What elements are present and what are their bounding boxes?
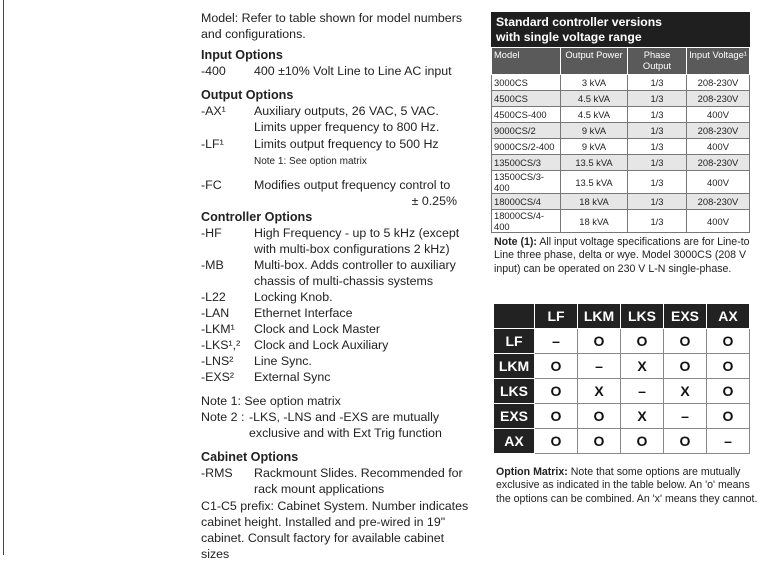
col-header-power: Output Power [561, 48, 628, 75]
matrix-cell: X [621, 354, 664, 379]
matrix-cell: O [707, 404, 750, 429]
cell-phase: 1/3 [628, 210, 687, 233]
cell-voltage: 208-230V [687, 194, 750, 210]
matrix-row [494, 354, 750, 379]
cell-power: 4.5 kVA [561, 107, 628, 123]
option-code: -HF [201, 226, 222, 240]
cell-power: 18 kVA [561, 194, 628, 210]
option-code: -400 [201, 64, 226, 78]
cell-voltage: 400V [687, 210, 750, 233]
cell-voltage: 400V [687, 139, 750, 155]
cell-model: 18000CS/4 [492, 194, 561, 210]
table-row [492, 139, 750, 155]
note-2-text: -LKS, -LNS and -EXS are mutually exclusive and with Ext Trig function [249, 410, 442, 440]
matrix-cell: X [578, 379, 621, 404]
option-code: -LNS² [201, 354, 234, 368]
cell-power: 3 kVA [561, 75, 628, 91]
matrix-caption [496, 466, 758, 506]
option-code: -MB [201, 258, 224, 272]
option-desc: External Sync [254, 370, 331, 384]
option-400 [201, 63, 471, 79]
table-row [492, 194, 750, 210]
option-desc: High Frequency - up to 5 kHz (except with multi-box configurations 2 kHz) [254, 226, 460, 256]
matrix-cell: X [621, 404, 664, 429]
option-desc: Auxiliary outputs, 26 VAC, 5 VAC. Limits upper frequency to 800 Hz. [254, 104, 440, 134]
table-row [492, 210, 750, 233]
matrix-corner [494, 304, 535, 329]
table-row [492, 91, 750, 107]
option-code: -L22 [201, 290, 226, 304]
option-desc: Locking Knob. [254, 290, 333, 304]
cell-voltage: 400V [687, 107, 750, 123]
page-margin-rule [3, 0, 4, 555]
cell-phase: 1/3 [628, 139, 687, 155]
option-code: -AX¹ [201, 104, 226, 118]
option-desc: Multi-box. Adds controller to auxiliary chassis of multi-chassis systems [254, 258, 456, 288]
matrix-header-row [494, 304, 750, 329]
option-desc: Limits output frequency to 500 Hz [254, 137, 439, 151]
option-subnote: Note 1: See option matrix [254, 156, 367, 167]
matrix-cell: O [621, 429, 664, 454]
option-ax [201, 103, 471, 135]
cell-phase: 1/3 [628, 155, 687, 171]
option-l22 [201, 289, 471, 305]
matrix-row [494, 379, 750, 404]
option-exs [201, 369, 471, 385]
cabinet-options-heading: Cabinet Options [201, 450, 299, 464]
cell-model: 13500CS/3 [492, 155, 561, 171]
matrix-row-header: EXS [494, 404, 535, 429]
cell-power: 13.5 kVA [561, 171, 628, 194]
footnote-label: Note (1): [494, 236, 537, 248]
input-options-heading: Input Options [201, 48, 283, 62]
cell-power: 9 kVA [561, 123, 628, 139]
matrix-cell: – [707, 429, 750, 454]
table-row [492, 171, 750, 194]
option-hf [201, 225, 471, 257]
cell-power: 4.5 kVA [561, 91, 628, 107]
option-desc: Rackmount Slides. Recommended for rack mount applications [254, 466, 463, 496]
cell-phase: 1/3 [628, 75, 687, 91]
matrix-col-header: LKS [621, 304, 664, 329]
matrix-cell: O [707, 379, 750, 404]
matrix-row [494, 329, 750, 354]
option-lkm [201, 321, 471, 337]
table-footnote [494, 236, 756, 276]
option-code: -LKM¹ [201, 322, 235, 336]
option-lf [201, 136, 471, 170]
option-code: -LF¹ [201, 137, 224, 151]
matrix-col-header: LF [535, 304, 578, 329]
matrix-col-header: LKM [578, 304, 621, 329]
matrix-cell: O [578, 429, 621, 454]
matrix-cell: O [664, 429, 707, 454]
matrix-cell: O [535, 379, 578, 404]
matrix-row [494, 404, 750, 429]
matrix-cell: O [578, 329, 621, 354]
versions-table [491, 47, 750, 233]
option-code: -EXS² [201, 370, 235, 384]
cell-phase: 1/3 [628, 91, 687, 107]
cell-model: 4500CS-400 [492, 107, 561, 123]
matrix-cell: O [621, 329, 664, 354]
matrix-row-header: LKS [494, 379, 535, 404]
option-desc-cont: ± 0.25% [411, 194, 457, 208]
matrix-row-header: AX [494, 429, 535, 454]
option-lks [201, 337, 471, 353]
matrix-cell: O [578, 404, 621, 429]
matrix-cell: – [578, 354, 621, 379]
option-lan [201, 305, 471, 321]
matrix-cell: O [664, 354, 707, 379]
option-mb [201, 257, 471, 289]
matrix-caption-label: Option Matrix: [496, 466, 568, 478]
matrix-cell: – [621, 379, 664, 404]
cell-model: 18000CS/4-400 [492, 210, 561, 233]
table-row [492, 107, 750, 123]
matrix-cell: O [707, 354, 750, 379]
cell-power: 13.5 kVA [561, 155, 628, 171]
table-title [491, 12, 750, 47]
cell-voltage: 208-230V [687, 155, 750, 171]
matrix-cell: O [707, 329, 750, 354]
col-header-voltage: Input Voltage¹ [687, 48, 750, 75]
controller-versions-table [491, 12, 750, 233]
option-code: -FC [201, 178, 222, 192]
matrix-cell: O [535, 429, 578, 454]
matrix-col-header: EXS [664, 304, 707, 329]
table-header-row [492, 48, 750, 75]
cell-voltage: 208-230V [687, 123, 750, 139]
option-desc: Clock and Lock Auxiliary [254, 338, 389, 352]
matrix-cell: O [664, 329, 707, 354]
controller-options-heading: Controller Options [201, 210, 313, 224]
col-header-phase: Phase Output [628, 48, 687, 75]
cell-voltage: 208-230V [687, 91, 750, 107]
option-rms [201, 465, 471, 497]
option-code: -LKS¹,² [201, 338, 241, 352]
matrix-cell: O [535, 354, 578, 379]
option-matrix [493, 303, 750, 454]
note-1: Note 1: See option matrix [201, 394, 341, 408]
matrix-row-header: LKM [494, 354, 535, 379]
cell-model: 3000CS [492, 75, 561, 91]
table-title-line2: with single voltage range [496, 30, 642, 44]
table-row [492, 123, 750, 139]
cell-phase: 1/3 [628, 194, 687, 210]
matrix-col-header: AX [707, 304, 750, 329]
note-2 [201, 409, 471, 441]
matrix-cell: – [664, 404, 707, 429]
note-2-label: Note 2 : [201, 410, 245, 424]
col-header-model: Model [492, 48, 561, 75]
matrix-row-header: LF [494, 329, 535, 354]
options-column [201, 10, 471, 562]
footnote-text: All input voltage specifications are for Line-to Line three phase, delta or wye. Model 3000CS (208 V input) can be operated on 230 V L-N single-phase. [494, 236, 750, 275]
cell-model: 9000CS/2-400 [492, 139, 561, 155]
option-desc: Clock and Lock Master [254, 322, 381, 336]
option-desc: Line Sync. [254, 354, 312, 368]
cell-model: 4500CS [492, 91, 561, 107]
option-code: -RMS [201, 466, 233, 480]
cell-phase: 1/3 [628, 171, 687, 194]
matrix-cell: X [664, 379, 707, 404]
matrix-cell: O [535, 404, 578, 429]
model-intro: Model: Refer to table shown for model numbers and configurations. [201, 11, 463, 41]
cell-phase: 1/3 [628, 123, 687, 139]
cell-voltage: 400V [687, 171, 750, 194]
matrix-caption-text: Note that some options are mutually exclusive as indicated in the table below. An 'o' means the options can be combined. An 'x' means they cannot. [496, 466, 758, 505]
cabinet-text: C1-C5 prefix: Cabinet System. Number indicates cabinet height. Installed and pre-wired in 19" cabinet. Consult factory for available cabinet sizes [201, 499, 469, 561]
matrix-row [494, 429, 750, 454]
cell-power: 9 kVA [561, 139, 628, 155]
option-lns [201, 353, 471, 369]
option-fc [201, 177, 471, 209]
option-desc: 400 ±10% Volt Line to Line AC input [254, 64, 452, 78]
option-code: -LAN [201, 306, 230, 320]
cell-voltage: 208-230V [687, 75, 750, 91]
cell-model: 13500CS/3-400 [492, 171, 561, 194]
output-options-heading: Output Options [201, 88, 294, 102]
cell-model: 9000CS/2 [492, 123, 561, 139]
table-title-line1: Standard controller versions [496, 15, 662, 29]
cell-phase: 1/3 [628, 107, 687, 123]
cell-power: 18 kVA [561, 210, 628, 233]
option-desc: Ethernet Interface [254, 306, 353, 320]
matrix-cell: – [535, 329, 578, 354]
table-row [492, 75, 750, 91]
option-desc: Modifies output frequency control to [254, 178, 451, 192]
table-row [492, 155, 750, 171]
